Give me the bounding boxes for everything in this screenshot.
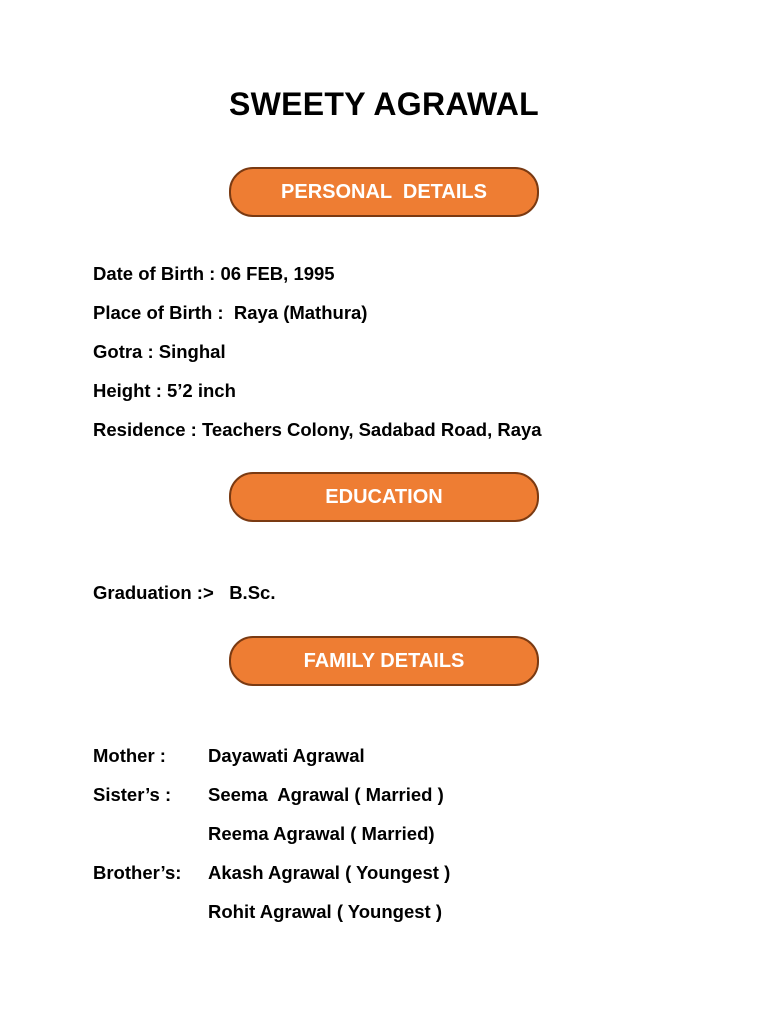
sister-value-2: Reema Agrawal ( Married) [208,823,435,844]
personal-details-heading: PERSONAL DETAILS [229,167,539,217]
education-heading: EDUCATION [229,472,539,522]
brother-value-2: Rohit Agrawal ( Youngest ) [208,901,442,922]
graduation: Graduation :> B.Sc. [93,582,276,603]
gotra: Gotra : Singhal [93,341,226,362]
residence: Residence : Teachers Colony, Sadabad Road, Raya [93,419,542,440]
brothers-label: Brother’s: [93,862,182,883]
document-title: SWEETY AGRAWAL [229,86,539,122]
sisters-label: Sister’s : [93,784,172,805]
family-details-heading: FAMILY DETAILS [229,636,539,686]
sister-value-1: Seema Agrawal ( Married ) [208,784,444,805]
height: Height : 5’2 inch [93,380,236,401]
brother-value-1: Akash Agrawal ( Youngest ) [208,862,451,883]
mother-label: Mother : [93,745,166,766]
mother-value: Dayawati Agrawal [208,745,365,766]
place-of-birth: Place of Birth : Raya (Mathura) [93,302,368,323]
date-of-birth: Date of Birth : 06 FEB, 1995 [93,263,335,284]
